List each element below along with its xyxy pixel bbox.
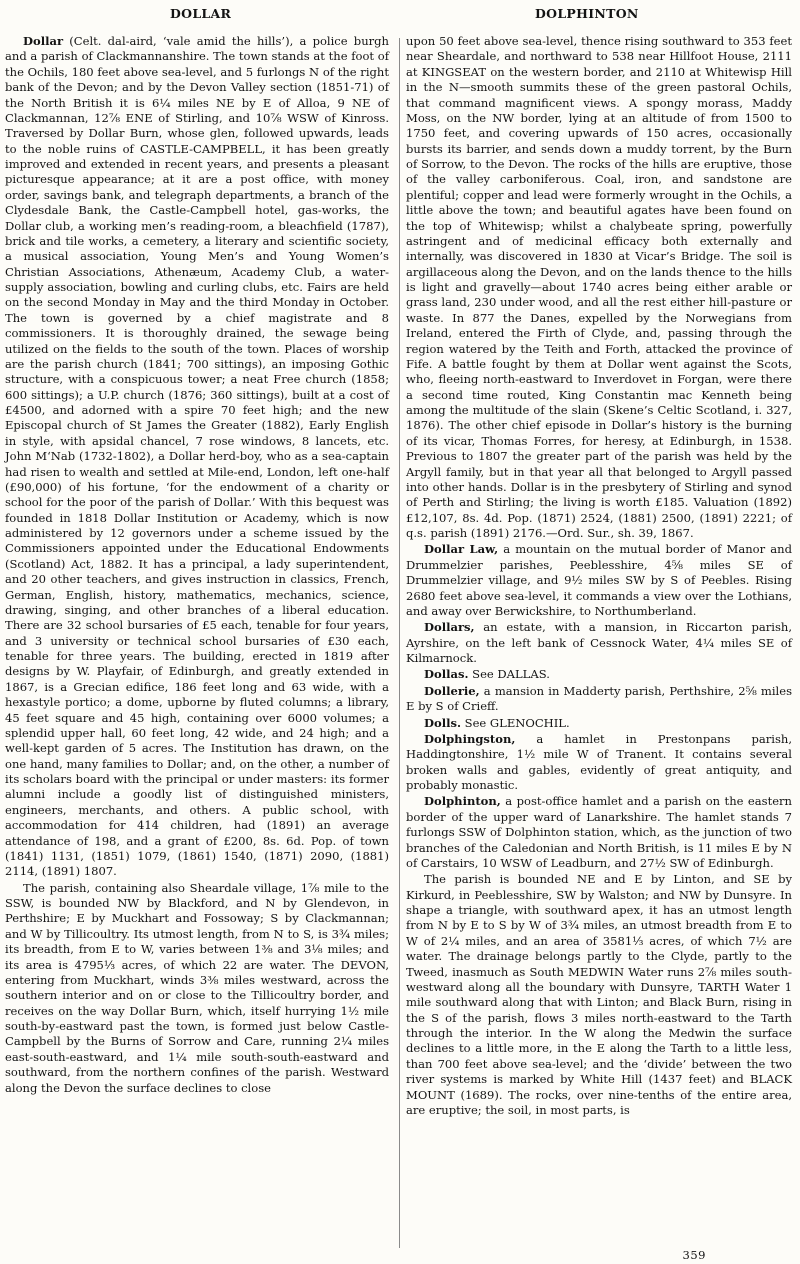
entry-dollas (406, 667, 792, 682)
right-column (406, 34, 792, 1118)
entry-text: a mansion in Madderty parish, Perthshire, 2⅝ miles E by S of Crieff. (406, 683, 792, 714)
entry-text: The parish, containing also Sheardale village, 1⅞ mile to the SSW, is bounded NW by Blackford, and N by Glendevon, in Perthshire; E by Muckhart and Fossoway; S by Clackmannan; and W by Tillicoultry. Its utmost length, from N to S, is 3¾ miles; its breadth, from E to W, varies between 1⅜ and 3⅛ miles; and its area is 4795⅓ acres, of which 22 are water. The DEVON, entering from Muckhart, winds 3⅜ miles westward, across the southern interior and on or close to the Tillicoultry border, and receives on the way Dollar Burn, which, itself hurrying 1½ mile south-by-eastward past the town, is formed just below Castle-Campbell by the Burns of Sorrow and Care, running 2¼ miles east-south-eastward, and 1¼ mile south-south-eastward and southward, from the northern confines of the parish. Westward along the Devon the surface declines to close (5, 880, 389, 1095)
running-head-left: DOLLAR (170, 6, 232, 21)
entry-headword: Dollars, (424, 620, 475, 635)
entry-text: a mountain on the mutual border of Manor and Drummelzier parishes, Peeblesshire, 4⅝ miles SE of Drummelzier village, and 9½ miles SW by S of Peebles. Rising 2680 feet above sea-level, it commands a view over the Lothians, and away over Berwickshire, to Northumberland. (406, 542, 792, 618)
entry-headword: Dollas. (424, 667, 469, 682)
left-column (5, 34, 389, 1096)
entry-headword: Dolphinton, (424, 794, 501, 809)
entry-dolphingston (406, 732, 792, 794)
entry-text: an estate, with a mansion, in Riccarton parish, Ayrshire, on the left bank of Cessnock Water, 4¼ miles SE of Kilmarnock. (406, 620, 792, 665)
entry-text: See DALLAS. (468, 667, 550, 682)
entry-dolphinton (406, 794, 792, 871)
entry-text: upon 50 feet above sea-level, thence rising southward to 353 feet near Sheardale, and northward to 538 near Hillfoot House, 2111 at KINGSEAT on the western border, and 2110 at Whitewisp Hill in the N—smooth summits these of the green pastoral Ochils, that command magnificent views. A spongy morass, Maddy Moss, on the NW border, lying at an altitude of from 1500 to 1750 feet, and covering upwards of 150 acres, occasionally bursts its barrier, and sends down a muddy torrent, by the Burn of Sorrow, to the Devon. The rocks of the hills are eruptive, those of the valley carboniferous. Coal, iron, and sandstone are plentiful; copper and lead were formerly wrought in the Ochils, a little above the town; and beautiful agates have been found on the top of Whitewisp; whilst a chalybeate spring, powerfully astringent and of medicinal efficacy both externally and internally, was discovered in 1830 at Vicar’s Bridge. The soil is argillaceous along the Devon, and on the lands thence to the hills is light and gravelly—about 1740 acres being either arable or grass land, 230 under wood, and all the rest either hill-pasture or waste. In 877 the Danes, expelled by the Norwegians from Ireland, entered the Firth of Clyde, and, passing through the region watered by the Teith and Forth, attacked the province of Fife. A battle fought by them at Dollar went against the Scots, who, fleeing north-eastward to Inverdovet in Forgan, were there a second time routed, King Constantin mac Kenneth being among the multitude of the slain (Skene’s Celtic Scotland, i. 327, 1876). The other chief episode in Dollar’s history is the burning of its vicar, Thomas Forres, for heresy, at Edinburgh, in 1538. Previous to 1807 the greater part of the parish was held by the Argyll family, but in that year all that belonged to Argyll passed into other hands. Dollar is in the presbytery of Stirling and synod of Perth and Stirling; the living is worth £185. Valuation (1892) £12,107, 8s. 4d. Pop. (1871) 2524, (1881) 2500, (1891) 2221; of q.s. parish (1891) 2176.—Ord. Sur., sh. 39, 1867. (406, 34, 792, 540)
entry-dolls (406, 716, 792, 731)
entry-text: The parish is bounded NE and E by Linton, and SE by Kirkurd, in Peeblesshire, SW by Walston; and NW by Dunsyre. In shape a triangle, with southward apex, it has an utmost length from N by E to S by W of 3¾ miles, an utmost breadth from E to W of 2¼ miles, and an area of 3581⅓ acres, of which 7½ are water. The drainage belongs partly to the Clyde, partly to the Tweed, inasmuch as South MEDWIN Water runs 2⅞ miles south-westward along all the boundary with Dunsyre, TARTH Water 1 mile southward along that with Linton; and Black Burn, rising in the S of the parish, flows 3 miles north-eastward to the Tarth through the interior. In the W along the Medwin the surface declines to a little more, in the E along the Tarth to a little less, than 700 feet above sea-level; and the ‘divide’ between the two river systems is marked by White Hill (1437 feet) and BLACK MOUNT (1689). The rocks, over nine-tenths of the entire area, are eruptive; the soil, in most parts, is (406, 872, 792, 1117)
page-number: 359 (682, 1248, 706, 1262)
entry-headword: Dolphingston, (424, 731, 516, 746)
entry-text: See GLENOCHIL. (461, 715, 570, 730)
running-head-right: DOLPHINTON (535, 6, 639, 21)
entry-headword: Dollar (23, 34, 64, 48)
entry-headword: Dollar Law, (424, 542, 499, 557)
entry-text: a hamlet in Prestonpans parish, Haddingtonshire, 1½ mile W of Tranent. It contains several broken walls and gables, evidently of great antiquity, and probably monastic. (406, 731, 792, 792)
entry-headword: Dolls. (424, 715, 462, 730)
entry-dolphinton-parish (406, 872, 792, 1118)
entry-text: a post-office hamlet and a parish on the eastern border of the upper ward of Lanarkshire. The hamlet stands 7 furlongs SSW of Dolphinton station, which, as the junction of two branches of the Caledonian and North British, is 11 miles E by N of Carstairs, 10 WSW of Leadburn, and 27½ SW of Edinburgh. (406, 794, 792, 870)
entry-dollar (5, 34, 389, 880)
entry-headword: Dollerie, (424, 683, 480, 698)
running-head-bar (0, 6, 800, 28)
column-divider (399, 38, 400, 1248)
entry-dollar-law (406, 542, 792, 619)
entry-dollar-parish (5, 881, 389, 1096)
entry-dollar-continued (406, 34, 792, 541)
entry-text: (Celt. dal-aird, ‘vale amid the hills’), a police burgh and a parish of Clackmannanshire. The town stands at the foot of the Ochils, 180 feet above sea-level, and 5 furlongs N of the right bank of the Devon; and by the Devon Valley section (1851-71) of the North British it is 6¼ miles NE by E of Alloa, 9 NE of Clackmannan, 12⅞ ENE of Stirling, and 10⅞ WSW of Kinross. Traversed by Dollar Burn, whose glen, followed upwards, leads to the noble ruins of CASTLE-CAMPBELL, it has been greatly improved and extended in recent years, and presents a pleasant picturesque appearance; at it are a post office, with money order, savings bank, and telegraph departments, a branch of the Clydesdale Bank, the Castle-Campbell hotel, gas-works, the Dollar club, a working men’s reading-room, a bleachfield (1787), brick and tile works, a cemetery, a literary and scientific society, a musical association, Young Men’s and Young Women’s Christian Associations, Athenæum, Academy Club, a water-supply association, bowling and curling clubs, etc. Fairs are held on the second Monday in May and the third Monday in October. The town is governed by a chief magistrate and 8 commissioners. It is thoroughly drained, the sewage being utilized on the fields to the south of the town. Places of worship are the parish church (1841; 700 sittings), an imposing Gothic structure, with a conspicuous tower; a neat Free church (1858; 600 sittings); a U.P. church (1876; 360 sittings), built at a cost of £4500, and adorned with a spire 70 feet high; and the new Episcopal church of St James the Greater (1882), Early English in style, with apsidal chancel, 7 rose windows, 8 lancets, etc. John M‘Nab (1732-1802), a Dollar herd-boy, who as a sea-captain had risen to wealth and settled at Mile-end, London, left one-half (£90,000) of his fortune, ‘for the endowment of a charity or school for the poor of the parish of Dollar.’ With this bequest was founded in 1818 Dollar Institution or Academy, which is now administered by 12 governors under a scheme issued by the Commissioners appointed under the Educational Endowments (Scotland) Act, 1882. It has a principal, a lady superintendent, and 20 other teachers, and gives instruction in classics, French, German, English, history, mathematics, mechanics, science, drawing, singing, and other branches of a liberal education. There are 32 school bursaries of £5 each, tenable for four years, and 3 university or technical school bursaries of £30 each, tenable for three years. The building, erected in 1819 after designs by W. Playfair, of Edinburgh, and greatly extended in 1867, is a Grecian edifice, 186 feet long and 63 wide, with a hexastyle portico; a dome, upborne by fluted columns; a library, 45 feet square and 45 high, containing over 6000 volumes; a splendid upper hall, 60 feet long, 42 wide, and 24 high; and a well-kept garden of 5 acres. The Institution has drawn, on the one hand, many families to Dollar; and, on the other, a number of its scholars board with the principal or under masters: its former alumni include a goodly list of distinguished ministers, engineers, merchants, and others. A public school, with accommodation for 414 children, had (1891) an average attendance of 198, and a grant of £200, 8s. 6d. Pop. of town (1841) 1131, (1851) 1079, (1861) 1540, (1871) 2090, (1881) 2114, (1891) 1807. (5, 34, 389, 879)
entry-dollerie (406, 684, 792, 715)
entry-dollars (406, 620, 792, 666)
